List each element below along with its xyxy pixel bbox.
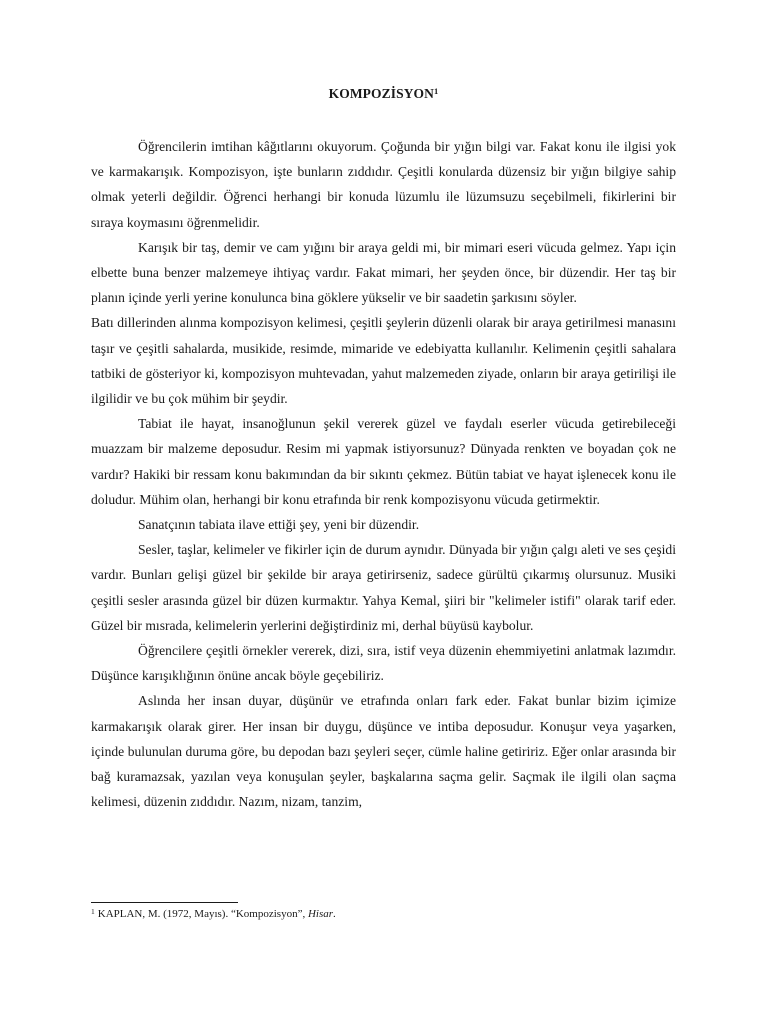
title-footnote-mark: 1 [434,86,439,96]
paragraph-3: Batı dillerinden alınma kompozisyon kelimesi, çeşitli şeylerin düzenli olarak bir araya getirilmesi manasını taşır ve çeşitli sahalarda, musikide, resimde, mimaride ve edebiyatta kullanılır. Kelimenin çeşitli sahalara tatbiki de gösteriyor ki, kompozisyon muhtevadan, yahut malzemeden ziyade, onların bir araya getirilişi ile ilgilidir ve bu çok mühim bir şeydir. [91,315,676,407]
footnote-mark: 1 [91,907,95,916]
body-text [91,134,676,814]
paragraph-8: Aslında her insan duyar, düşünür ve etrafında onları fark eder. Fakat bunlar bizim içimize karmakarışık olarak girer. Her insan bir duygu, düşünce ve intiba deposudur. Konuşur veya yaşarken, içinde bulunulan duruma göre, bu depodan bazı şeyleri seçer, cümle haline getiririz. Eğer onlar arasında bir bağ kuramazsak, yazılan veya konuşulan şeyler, başkalarına saçma gelir. Saçmak ile ilgili olan saçma kelimesi, düzenin zıddıdır. Nazım, nizam, tanzim, [91,693,676,810]
footnote-journal: Hisar [307,908,334,920]
paragraph-2: Karışık bir taş, demir ve cam yığını bir araya geldi mi, bir mimari eseri vücuda gelmez. Yapı için elbette buna benzer malzemeye ihtiyaç vardır. Fakat mimari, her şeyden önce, bir düzendir. Her taş bir planın içinde yerli yerine konulunca bina göklere yükselir ve bir saadetin şarkısını söyler. [91,239,676,306]
paragraph-6: Sesler, taşlar, kelimeler ve fikirler için de durum aynıdır. Dünyada bir yığın çalgı aleti ve ses çeşidi vardır. Bunları gelişi güzel bir şekilde bir araya getirirseniz, sadece gürültü çıkarmış olursunuz. Musiki çeşitli sesler arasında güzel bir düzen kurmaktır. Yahya Kemal, şiiri bir "kelimeler istifi" olarak tarif eder. Güzel bir mısrada, kelimelerin yerlerini değiştirdiniz mi, derhal büyüsü kaybolur. [91,542,676,633]
footnote-end: . [333,908,336,920]
footnote-separator [91,902,238,903]
paragraph-4: Tabiat ile hayat, insanoğlunun şekil vererek güzel ve faydalı eserler vücuda getirebileceği muazzam bir malzeme deposudur. Resim mi yapmak istiyorsunuz? Dünyada renkten ve boyadan çok ne vardır? Hakiki bir ressam konu bakımından da bir sıkıntı çekmez. Bütün tabiat ve hayat işlenecek konu ile doludur. Mühim olan, herhangi bir konu etrafında bir renk kompozisyonu vücuda getirmektir. [91,416,676,507]
footnote [91,907,676,922]
footnote-citation: KAPLAN, M. (1972, Mayıs). “Kompozisyon”, [97,908,308,920]
title-text: KOMPOZİSYON [328,86,434,101]
document-page [91,0,676,1024]
paragraph-7: Öğrencilere çeşitli örnekler vererek, dizi, sıra, istif veya düzenin ehemmiyetini anlatmak lazımdır. Düşünce karışıklığının önüne ancak böyle geçebiliriz. [91,643,676,684]
paragraph-5: Sanatçının tabiata ilave ettiği şey, yeni bir düzendir. [138,517,420,533]
page-title [91,86,676,102]
paragraph-1: Öğrencilerin imtihan kâğıtlarını okuyorum. Çoğunda bir yığın bilgi var. Fakat konu ile ilgisi yok ve karmakarışık. Kompozisyon, işte bunların zıddıdır. Çeşitli konularda düzensiz bir yığın bilgiye sahip olmak yeterli değildir. Öğrenci herhangi bir konuda lüzumlu ile lüzumsuzu seçebilmeli, fikirlerini bir sıraya koymasını öğrenmelidir. [91,139,676,230]
